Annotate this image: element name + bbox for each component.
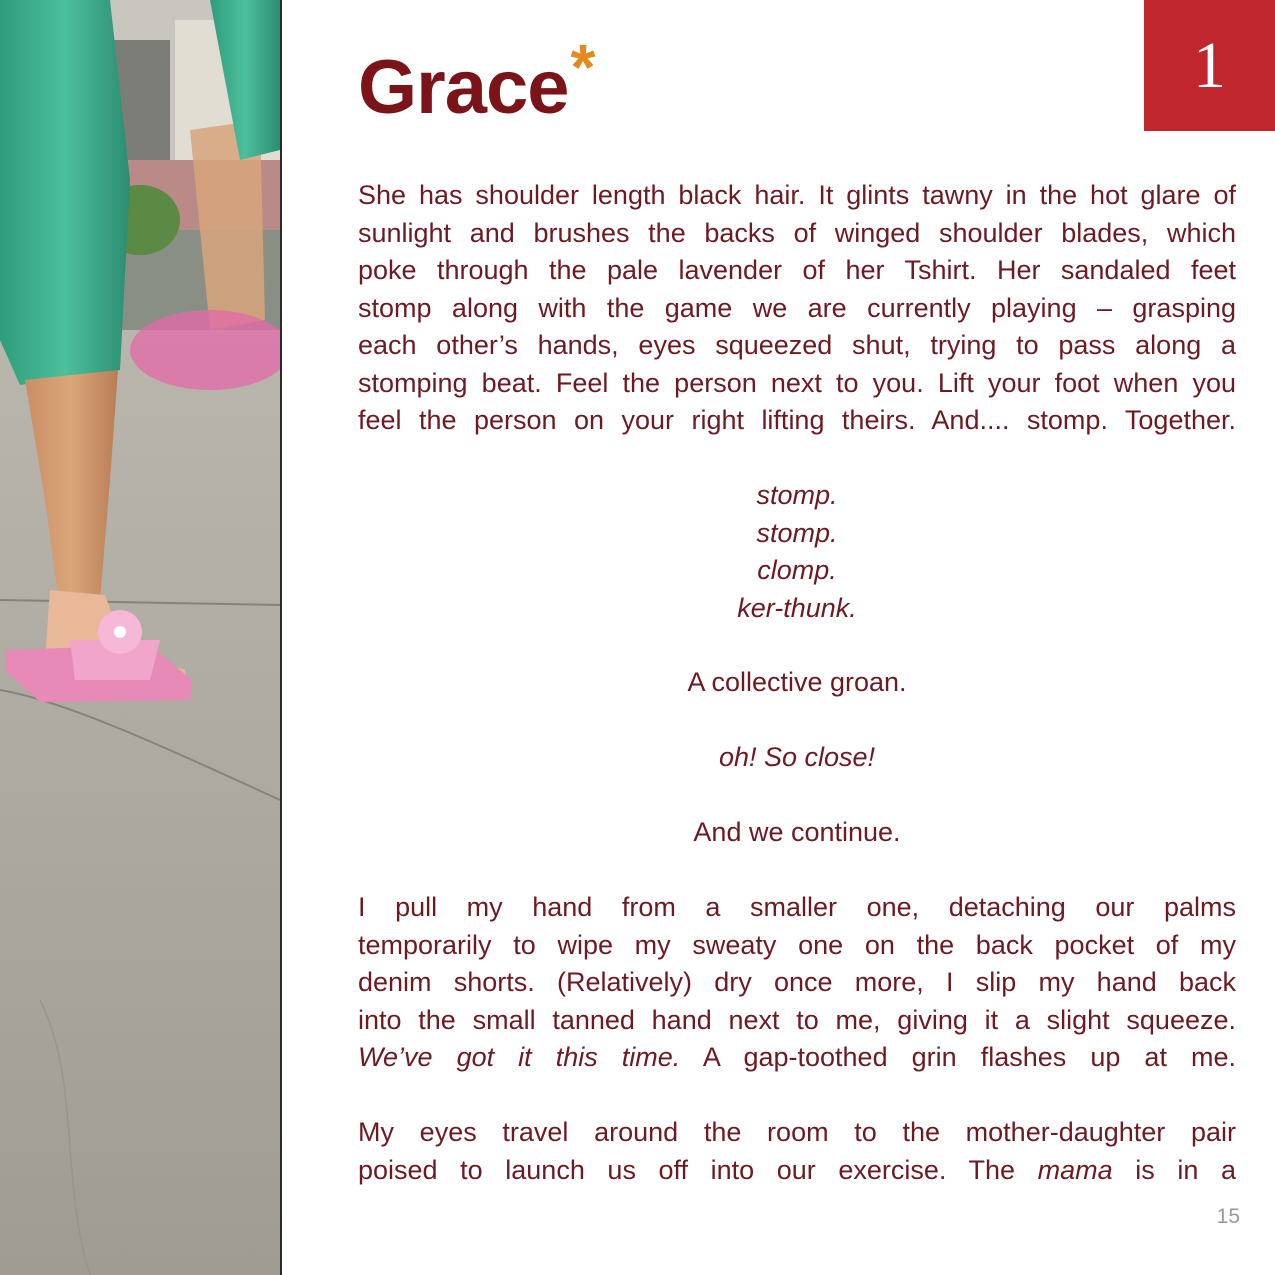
text-run: poised to launch us off into our exercise. The xyxy=(358,1154,1038,1185)
text-line: She has shoulder length black hair. It glints tawny in the hot glare of xyxy=(358,180,1236,210)
paragraph-1 xyxy=(358,177,1236,440)
text-line: stomp along with the game we are currently playing – grasping xyxy=(358,292,1236,323)
paragraph-2 xyxy=(358,889,1236,1077)
photo-divider xyxy=(280,0,282,1275)
text-run: A gap-toothed grin flashes up at me. xyxy=(680,1042,1237,1072)
stomp-verse xyxy=(358,477,1236,627)
verse-line: ker-thunk. xyxy=(737,592,857,623)
cover-photo xyxy=(0,0,280,1275)
verse-line: stomp. xyxy=(756,517,838,548)
text-line: sunlight and brushes the backs of winged shoulder blades, which xyxy=(358,217,1236,248)
text-line: I pull my hand from a smaller one, detaching our palms xyxy=(358,892,1236,922)
photo-child-legs-pink-sandals xyxy=(0,0,280,1275)
text-line xyxy=(358,1039,1236,1077)
paragraph-3 xyxy=(358,1114,1236,1189)
chapter-number-badge: 1 xyxy=(1144,0,1275,131)
continue-line: And we continue. xyxy=(693,817,901,847)
chapter-title xyxy=(358,22,594,133)
verse-line: stomp. xyxy=(756,480,838,510)
inner-thought: We’ve got it this time. xyxy=(358,1042,681,1072)
text-line: feel the person on your right lifting theirs. And.... stomp. Together. xyxy=(358,405,1236,435)
collective-groan: A collective groan. xyxy=(687,667,907,697)
text-line: poke through the pale lavender of her Tshirt. Her sandaled feet xyxy=(358,255,1236,285)
text-line: temporarily to wipe my sweaty one on the back pocket of my xyxy=(358,929,1236,960)
text-line xyxy=(358,1152,1236,1190)
verse-line: clomp. xyxy=(757,555,837,585)
text-line: each other’s hands, eyes squeezed shut, trying to pass along a xyxy=(358,330,1236,360)
text-line: denim shorts. (Relatively) dry once more, I slip my hand back xyxy=(358,967,1236,997)
exclamation: oh! So close! xyxy=(718,742,876,772)
text-run: is in a xyxy=(1112,1154,1236,1185)
title-text: Grace xyxy=(358,45,569,130)
title-asterisk: * xyxy=(570,31,595,103)
text-line: My eyes travel around the room to the mother-daughter pair xyxy=(358,1117,1236,1147)
italic-word: mama xyxy=(1037,1154,1113,1185)
page-number: 15 xyxy=(1216,1205,1240,1228)
text-line: into the small tanned hand next to me, giving it a slight squeeze. xyxy=(358,1004,1236,1035)
text-line: stomping beat. Feel the person next to you. Lift your foot when you xyxy=(358,367,1236,398)
